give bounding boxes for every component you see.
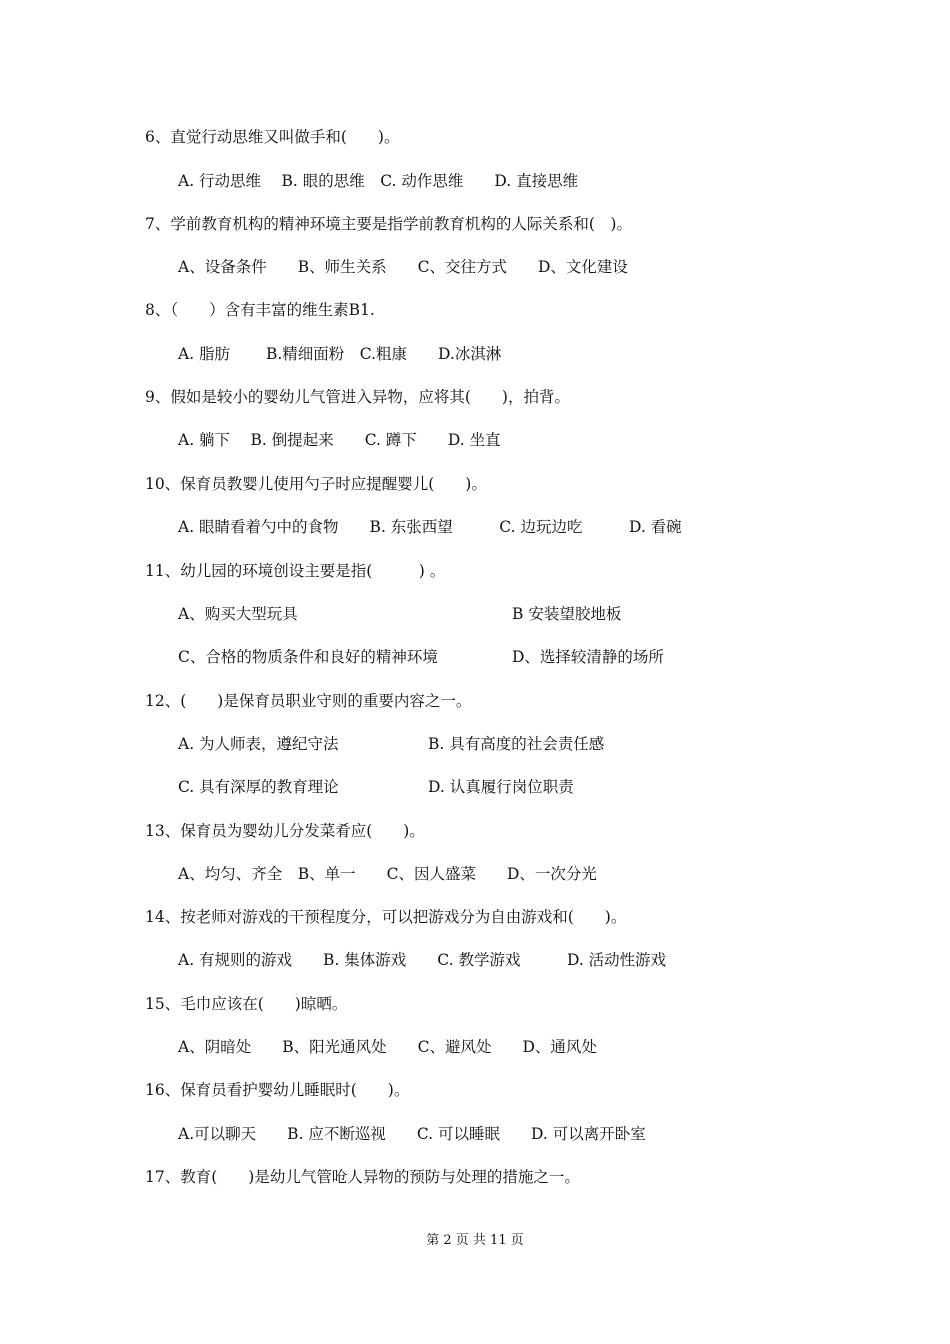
- question-15-options: A、阴暗处 B、阳光通风处 C、避风处 D、通风处: [178, 1038, 597, 1056]
- question-17-stem: 17、教育( )是幼儿气管呛人异物的预防与处理的措施之一。: [145, 1168, 580, 1186]
- question-9-options: A. 躺下 B. 倒提起来 C. 蹲下 D. 坐直: [178, 431, 501, 449]
- question-12-option-b: B. 具有高度的社会责任感: [428, 735, 605, 753]
- question-13-stem: 13、保育员为婴幼儿分发菜肴应( )。: [145, 822, 425, 840]
- question-11-option-a: A、购买大型玩具: [178, 605, 298, 623]
- question-14-options: A. 有规则的游戏 B. 集体游戏 C. 教学游戏 D. 活动性游戏: [178, 951, 667, 969]
- question-11-option-d: D、选择较清静的场所: [512, 648, 664, 666]
- question-8-stem: 8、（ ）含有丰富的维生素B1.: [145, 301, 375, 319]
- question-12-option-d: D. 认真履行岗位职责: [428, 778, 574, 796]
- question-12-option-a: A. 为人师表，遵纪守法: [178, 735, 339, 753]
- question-12-option-c: C. 具有深厚的教育理论: [178, 778, 339, 796]
- question-9-stem: 9、假如是较小的婴幼儿气管进入异物，应将其( )，拍背。: [145, 388, 570, 406]
- question-14-stem: 14、按老师对游戏的干预程度分，可以把游戏分为自由游戏和( )。: [145, 908, 627, 926]
- page-number-footer: 第 2 页 共 11 页: [426, 1233, 524, 1248]
- question-13-options: A、均匀、齐全 B、单一 C、因人盛菜 D、一次分光: [178, 865, 597, 883]
- question-11-option-c: C、合格的物质条件和良好的精神环境: [178, 648, 438, 666]
- question-10-options: A. 眼睛看着勺中的食物 B. 东张西望 C. 边玩边吃 D. 看碗: [178, 518, 682, 536]
- question-11-option-b: B 安装望胶地板: [512, 605, 622, 623]
- question-16-options: A.可以聊天 B. 应不断巡视 C. 可以睡眠 D. 可以离开卧室: [178, 1125, 646, 1143]
- question-8-options: A. 脂肪 B.精细面粉 C.粗康 D.冰淇淋: [178, 345, 502, 363]
- question-6-stem: 6、直觉行动思维又叫做手和( )。: [145, 128, 400, 146]
- question-11-stem: 11、幼儿园的环境创设主要是指( ) 。: [145, 562, 446, 580]
- question-10-stem: 10、保育员教婴儿使用勺子时应提醒婴儿( )。: [145, 475, 487, 493]
- question-12-stem: 12、( )是保育员职业守则的重要内容之一。: [145, 692, 472, 710]
- question-7-options: A、设备条件 B、师生关系 C、交往方式 D、文化建设: [178, 258, 628, 276]
- question-15-stem: 15、毛巾应该在( )晾晒。: [145, 995, 348, 1013]
- question-6-options: A. 行动思维 B. 眼的思维 C. 动作思维 D. 直接思维: [178, 172, 579, 190]
- question-16-stem: 16、保育员看护婴幼儿睡眠时( )。: [145, 1081, 410, 1099]
- question-7-stem: 7、学前教育机构的精神环境主要是指学前教育机构的人际关系和( )。: [145, 215, 632, 233]
